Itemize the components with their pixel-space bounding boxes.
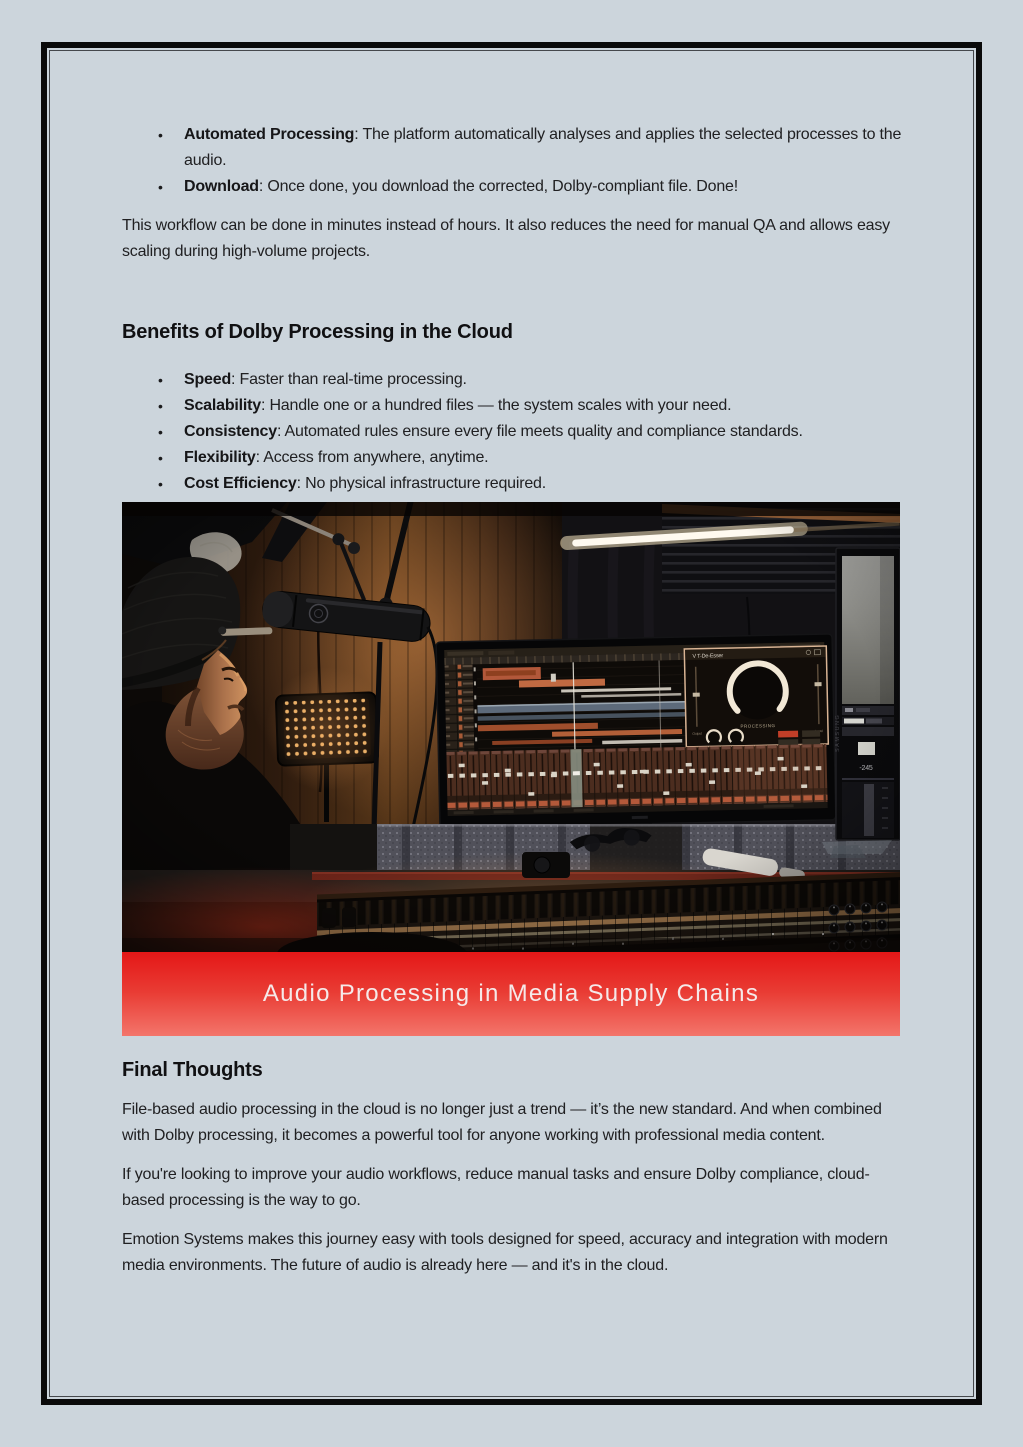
page-inner-border (47, 48, 976, 1399)
list-item (158, 393, 908, 419)
studio-photo-figure (122, 502, 900, 1036)
bullet-icon: • (158, 450, 163, 466)
bullet-icon: • (158, 424, 163, 440)
benefits-list (158, 367, 908, 497)
list-item-text: : Faster than real-time processing. (231, 371, 467, 388)
list-item-text: : Handle one or a hundred files — the system scales with your need. (260, 397, 732, 414)
list-item-text: : Once done, you download the corrected, Dolby-compliant file. Done! (258, 178, 738, 195)
photo-caption-banner (122, 952, 900, 1036)
list-item-label: Speed (184, 371, 232, 388)
list-item-label: Scalability (184, 397, 261, 414)
benefits-heading: Benefits of Dolby Processing in the Cloud (122, 321, 513, 343)
list-item (158, 419, 908, 445)
list-item (158, 174, 908, 200)
final-thoughts-heading: Final Thoughts (122, 1059, 263, 1081)
list-item-label: Flexibility (184, 449, 256, 466)
list-item-text: : Automated rules ensure every file meets quality and compliance standards. (276, 423, 803, 440)
list-item (158, 122, 908, 174)
studio-photo (122, 502, 900, 952)
list-item-text: : No physical infrastructure required. (296, 475, 546, 492)
list-item-label: Automated Processing (184, 126, 355, 143)
list-item-label: Download (184, 178, 259, 195)
bullet-icon: • (158, 127, 163, 143)
list-item-label: Consistency (184, 423, 277, 440)
workflow-paragraph: This workflow can be done in minutes instead of hours. It also reduces the need for manual QA and allows easy scaling during high-volume projects. (122, 217, 890, 260)
list-item-label: Cost Efficiency (184, 475, 297, 492)
list-item-text: : The platform automatically analyses and applies the selected processes to the audio. (184, 126, 902, 169)
final-paragraph: Emotion Systems makes this journey easy with tools designed for speed, accuracy and integration with modern media environments. The future of audio is already here — and it's in the cloud. (122, 1231, 888, 1274)
workflow-steps-list (158, 122, 908, 200)
list-item (158, 471, 908, 497)
studio-photo-svg (122, 502, 900, 952)
list-item-text: : Access from anywhere, anytime. (255, 449, 489, 466)
page-border-frame (41, 42, 982, 1405)
page-content (47, 48, 976, 1279)
bullet-icon: • (158, 476, 163, 492)
list-item (158, 445, 908, 471)
bullet-icon: • (158, 398, 163, 414)
list-item (158, 367, 908, 393)
bullet-icon: • (158, 372, 163, 388)
bullet-icon: • (158, 179, 163, 195)
final-paragraph: If you're looking to improve your audio workflows, reduce manual tasks and ensure Dolby compliance, cloud-based processing is the way to go. (122, 1166, 870, 1209)
vignette (122, 502, 900, 952)
photo-caption: Audio Processing in Media Supply Chains (262, 980, 760, 1007)
final-paragraph: File-based audio processing in the cloud is no longer just a trend — it’s the new standard. And when combined with Dolby processing, it becomes a powerful tool for anyone working with professional media content. (122, 1101, 882, 1144)
